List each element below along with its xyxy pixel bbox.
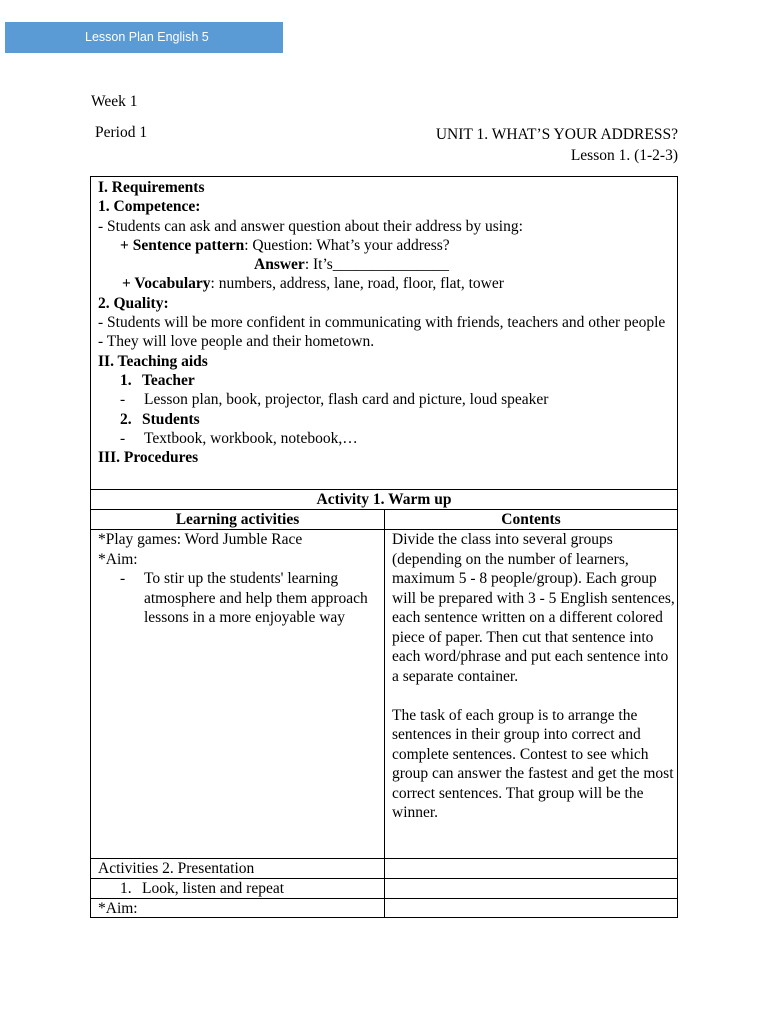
activity2-item-text: Look, listen and repeat (142, 880, 285, 897)
requirements-section (98, 178, 671, 467)
learning-activities-label: Learning activities (175, 511, 300, 528)
sentence-pattern-label: + Sentence pattern (120, 236, 245, 254)
aim-list (98, 569, 380, 628)
students-item (98, 410, 671, 429)
vocabulary-text: : numbers, address, lane, road, floor, flat, tower (210, 275, 504, 293)
activity1-title: Activity 1. Warm up (316, 491, 452, 508)
answer-text: : It’s_______________ (304, 256, 450, 274)
teaching-aids-heading: II. Teaching aids (98, 352, 208, 370)
activity2-title: Activities 2. Presentation (98, 860, 255, 877)
lesson-title: Lesson 1. (1-2-3) (570, 147, 678, 164)
activity2-item (120, 879, 284, 899)
quality-line-2: - They will love people and their hometown. (98, 333, 375, 351)
answer-line (98, 255, 671, 274)
quality-heading: 2. Quality: (98, 294, 169, 312)
teacher-dash: - (120, 391, 126, 409)
vocabulary-label: + Vocabulary (122, 275, 211, 293)
period-label: Period 1 (95, 124, 148, 141)
students-label: Students (142, 410, 200, 428)
unit-title-block (436, 124, 678, 166)
activity1-title-cell (91, 490, 677, 510)
teacher-label: Teacher (142, 371, 195, 389)
unit-title: UNIT 1. WHAT’S YOUR ADDRESS? (435, 126, 678, 143)
contents-paragraph-1: Divide the class into several groups (depending on the number of learners, maximum 5 - 8 people/group). Each group will be prepared with 3 - 5 English sentences, each sentence written on a different colored piece of paper. Then cut that sentence into each word/phrase and put each sentence into a separate container. (392, 531, 675, 685)
sentence-pattern-line (98, 236, 671, 255)
aim-text: To stir up the students' learning atmosphere and help them approach lessons in a more enjoyable way (144, 570, 368, 626)
column-divider (384, 509, 385, 917)
students-aids-text: Textbook, workbook, notebook,… (144, 429, 358, 447)
sentence-pattern-text: : Question: What’s your address? (244, 236, 450, 254)
contents-label: Contents (501, 511, 561, 528)
procedures-heading: III. Procedures (98, 449, 199, 467)
students-dash: - (120, 429, 126, 447)
students-number: 2. (120, 410, 132, 428)
activity2-item-number: 1. (120, 880, 132, 897)
document-header-tab (5, 22, 283, 53)
contents-header (385, 510, 677, 530)
aim-item (120, 569, 380, 628)
students-aids (98, 429, 671, 448)
warmup-contents-cell (392, 530, 676, 823)
answer-label: Answer (254, 256, 305, 274)
vocabulary-line (98, 274, 671, 293)
teacher-aids (98, 390, 671, 409)
game-text: *Play games: Word Jumble Race (98, 531, 303, 548)
competence-text: - Students can ask and answer question about their address by using: (98, 217, 523, 235)
competence-heading: 1. Competence: (98, 198, 201, 216)
learning-activities-header (91, 510, 384, 530)
contents-paragraph-2: The task of each group is to arrange the sentences in their group into correct and complete sentences. Contest to see which group can answer the fastest and get the most correct sentences. That group will be the winner. (392, 706, 674, 821)
activity2-aim: *Aim: (98, 900, 138, 917)
requirements-heading: I. Requirements (98, 179, 205, 196)
week-label: Week 1 (91, 93, 138, 110)
header-tab-label: Lesson Plan English 5 (85, 30, 209, 44)
warmup-learning-cell (98, 530, 380, 628)
teacher-item (98, 371, 671, 390)
lesson-plan-table (90, 176, 678, 918)
teacher-number: 1. (120, 371, 132, 389)
divider (91, 898, 677, 899)
aim-label: *Aim: (98, 550, 138, 568)
aim-dash: - (120, 570, 126, 587)
quality-line-1: - Students will be more confident in communicating with friends, teachers and other people (98, 314, 666, 332)
teacher-aids-text: Lesson plan, book, projector, flash card and picture, loud speaker (144, 391, 549, 409)
